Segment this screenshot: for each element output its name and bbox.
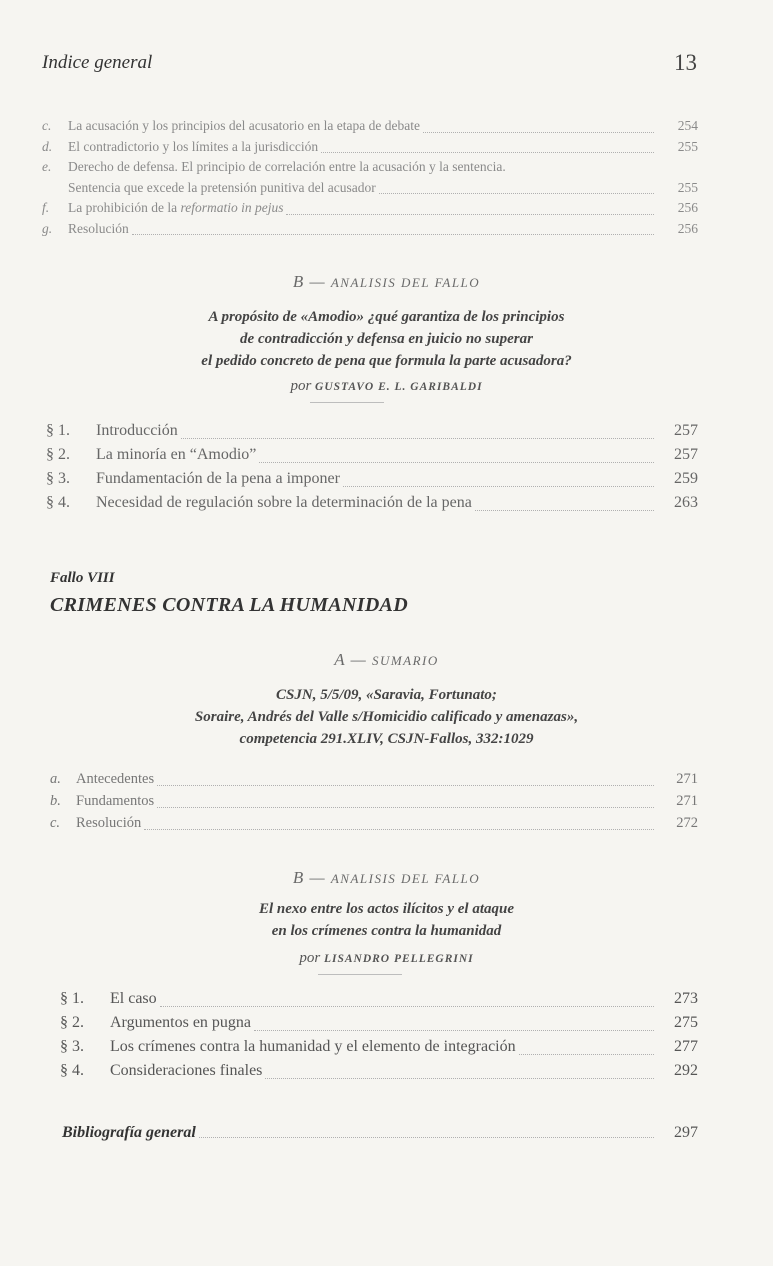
toc-label: Los crímenes contra la humanidad y el elemento de integración <box>110 1038 516 1055</box>
toc-page: 263 <box>674 494 698 511</box>
toc-label <box>68 198 283 219</box>
toc-page: 273 <box>674 990 698 1007</box>
analysis-2-article-title <box>0 898 773 942</box>
toc-page: 257 <box>674 446 698 463</box>
title-line: en los crímenes contra la humanidad <box>271 923 502 939</box>
leader-dots <box>181 438 654 439</box>
toc-entry[interactable] <box>46 467 698 491</box>
toc-entry[interactable] <box>60 1059 698 1083</box>
leader-dots <box>343 486 654 487</box>
page-number: 13 <box>674 50 697 75</box>
toc-page: 271 <box>676 793 698 809</box>
leader-dots <box>157 785 654 786</box>
author-rule <box>318 974 402 975</box>
toc-page: 254 <box>677 118 698 133</box>
heading-text: ANALISIS DEL FALLO <box>330 871 481 886</box>
running-head-title: Indice general <box>42 52 153 73</box>
toc-page: 271 <box>676 771 698 787</box>
toc-entry[interactable] <box>50 790 698 812</box>
leader-dots <box>423 132 654 133</box>
title-line: El nexo entre los actos ilícitos y el ataque <box>259 901 514 917</box>
heading-letter: B <box>292 272 305 291</box>
toc-entry-multiline[interactable] <box>42 157 698 198</box>
toc-page: 272 <box>676 815 698 831</box>
analysis-1-heading <box>0 272 773 292</box>
toc-marker: § 3. <box>46 470 70 487</box>
toc-marker: c. <box>42 118 52 133</box>
toc-label: Resolución <box>76 815 142 831</box>
toc-entry[interactable] <box>60 987 698 1011</box>
toc-marker: g. <box>42 220 53 236</box>
title-line: el pedido concreto de pena que formula la parte acusadora? <box>201 353 572 369</box>
summary-citation <box>0 684 773 750</box>
toc-label-italic: reformatio in pejus <box>180 200 284 215</box>
toc-page: 275 <box>674 1014 698 1031</box>
toc-entry[interactable] <box>42 198 698 219</box>
toc-label: Consideraciones finales <box>110 1062 263 1079</box>
toc-marker: § 4. <box>60 1062 84 1079</box>
author-name: GUSTAVO E. L. GARIBALDI <box>315 381 483 393</box>
heading-text: ANALISIS DEL FALLO <box>330 275 481 290</box>
leader-dots <box>157 807 654 808</box>
leader-dots <box>379 193 654 194</box>
toc-label: Bibliografía general <box>62 1124 196 1141</box>
toc-analysis-2 <box>60 987 698 1083</box>
toc-label-line2: Sentencia que excede la pretensión punitiva del acusador <box>68 179 376 195</box>
toc-marker: f. <box>42 200 50 215</box>
summary-heading <box>0 650 773 670</box>
toc-entry[interactable] <box>42 137 698 158</box>
toc-label-line1: Derecho de defensa. El principio de correlación entre la acusación y la sentencia. <box>68 159 506 174</box>
citation-line: CSJN, 5/5/09, «Saravia, Fortunato; <box>276 687 497 703</box>
author-prefix: por <box>299 950 321 966</box>
leader-dots <box>199 1137 654 1138</box>
toc-label: La minoría en “Amodio” <box>96 446 257 463</box>
toc-label: Antecedentes <box>76 771 155 787</box>
leader-dots <box>259 462 654 463</box>
toc-entry[interactable] <box>42 219 698 240</box>
leader-dots <box>321 152 654 153</box>
citation-line: Soraire, Andrés del Valle s/Homicidio calificado y amenazas», <box>194 709 579 725</box>
toc-label: Fundamentos <box>76 793 155 809</box>
analysis-1-author <box>0 378 773 395</box>
toc-marker: § 3. <box>60 1038 84 1055</box>
heading-letter: B <box>292 868 305 887</box>
toc-page: 256 <box>677 220 698 236</box>
title-line: A propósito de «Amodio» ¿qué garantiza de los principios <box>208 309 565 325</box>
toc-entry[interactable] <box>42 116 698 137</box>
toc-entry[interactable] <box>50 812 698 834</box>
fallo-label: Fallo VIII <box>50 570 115 586</box>
leader-dots <box>160 1006 654 1007</box>
leader-dots <box>132 234 654 235</box>
leader-dots <box>144 829 654 830</box>
author-rule <box>310 402 384 403</box>
title-line: de contradicción y defensa en juicio no superar <box>240 331 533 347</box>
toc-page: 292 <box>674 1062 698 1079</box>
leader-dots <box>265 1078 654 1079</box>
citation-line: competencia 291.XLIV, CSJN-Fallos, 332:1029 <box>239 731 534 747</box>
toc-marker: § 4. <box>46 494 70 511</box>
toc-page: 257 <box>674 422 698 439</box>
analysis-2-author <box>0 950 773 967</box>
toc-page: 259 <box>674 470 698 487</box>
toc-label: El caso <box>110 990 157 1007</box>
leader-dots <box>254 1030 654 1031</box>
toc-label: Introducción <box>96 422 178 439</box>
toc-page: 256 <box>677 200 698 215</box>
heading-separator: — <box>304 272 331 291</box>
toc-page: 277 <box>674 1038 698 1055</box>
toc-marker: e. <box>42 159 52 174</box>
toc-marker: b. <box>50 793 61 809</box>
heading-separator: — <box>345 650 372 669</box>
toc-summary <box>50 768 698 834</box>
heading-text: SUMARIO <box>371 653 439 668</box>
toc-label-text: La prohibición de la <box>68 200 181 215</box>
toc-marker: § 2. <box>60 1014 84 1031</box>
running-head <box>42 52 697 88</box>
fallo-title: CRIMENES CONTRA LA HUMANIDAD <box>50 594 408 616</box>
analysis-1-article-title <box>0 306 773 372</box>
analysis-2-heading <box>0 868 773 888</box>
toc-label: Necesidad de regulación sobre la determinación de la pena <box>96 494 472 511</box>
toc-entry[interactable] <box>50 768 698 790</box>
toc-entry[interactable] <box>46 419 698 443</box>
toc-marker: d. <box>42 138 53 154</box>
toc-label: La acusación y los principios del acusatorio en la etapa de debate <box>68 118 420 133</box>
toc-entry[interactable] <box>46 443 698 467</box>
heading-letter: A <box>334 650 346 669</box>
toc-entry[interactable] <box>60 1011 698 1035</box>
toc-label: Resolución <box>68 220 129 236</box>
toc-label: Fundamentación de la pena a imponer <box>96 470 340 487</box>
toc-section-1 <box>42 116 698 239</box>
toc-page: 255 <box>677 138 698 154</box>
toc-marker: § 1. <box>60 990 84 1007</box>
leader-dots <box>286 214 654 215</box>
toc-marker: § 1. <box>46 422 70 439</box>
toc-analysis-1 <box>46 419 698 515</box>
leader-dots <box>519 1054 654 1055</box>
toc-entry-bibliography[interactable] <box>62 1124 698 1142</box>
toc-marker: § 2. <box>46 446 70 463</box>
author-name: LISANDRO PELLEGRINI <box>323 953 474 965</box>
toc-marker: c. <box>50 815 61 831</box>
heading-separator: — <box>304 868 331 887</box>
toc-entry[interactable] <box>60 1035 698 1059</box>
toc-page: 255 <box>677 179 698 195</box>
toc-entry[interactable] <box>46 491 698 515</box>
toc-label: Argumentos en pugna <box>110 1014 252 1031</box>
author-prefix: por <box>290 378 312 394</box>
toc-marker: a. <box>50 771 61 787</box>
leader-dots <box>475 510 654 511</box>
toc-label: El contradictorio y los límites a la jurisdicción <box>68 138 319 154</box>
toc-page: 297 <box>674 1124 698 1141</box>
